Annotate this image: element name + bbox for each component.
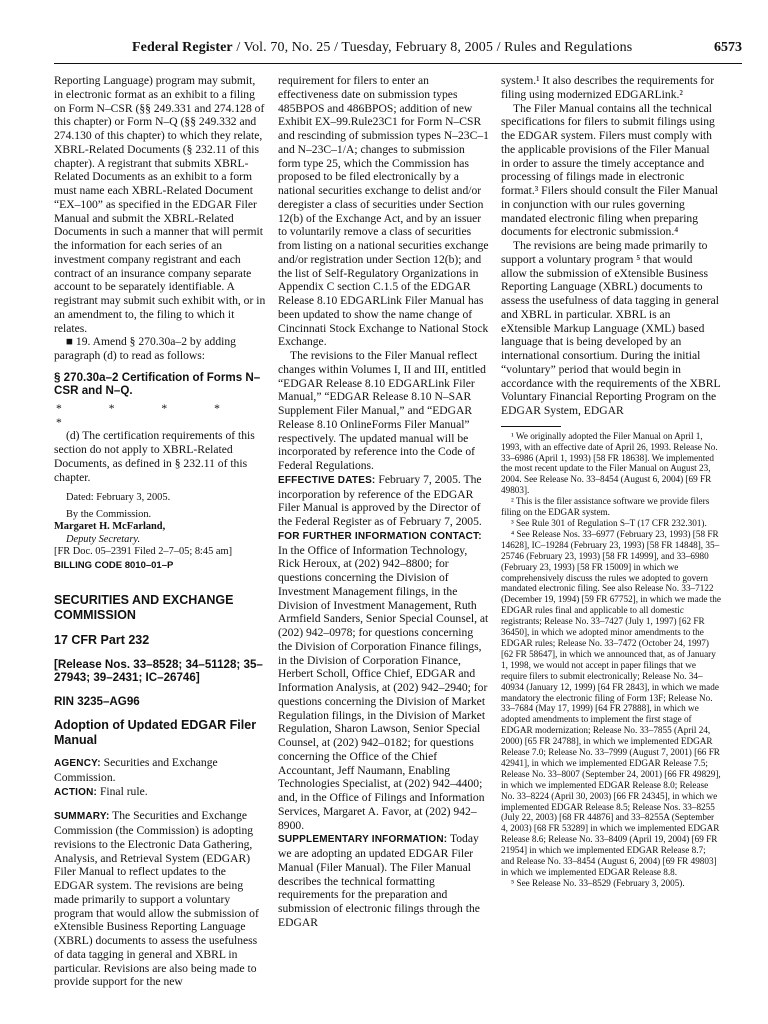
signer-title: Deputy Secretary.: [66, 533, 141, 545]
document-title: Adoption of Updated EDGAR Filer Manual: [54, 718, 257, 747]
agency-label: AGENCY:: [54, 758, 101, 769]
effective-dates-text: February 7, 2005. The incorporation by reference of the EDGAR Filer Manual is approved by the Director of the Federal Register as of February 7, 2005.: [278, 472, 482, 528]
paragraph: requirement for filers to enter an effectiveness date on submission types 485BPOS and 486BPOS; addition of new Exhibit EX–99.Rule23C1 for Form N–CSR and rescinding of submission types N–23C–1 and N–23C–1/A; changes to submission form type 25, which the Commission has proposed to be filed electronically by a national securities exchange to delist and/or deregister a class of securities under Section 12(b) of the Exchange Act, and by an issuer to voluntarily remove a class of securities from listing on a national securities exchange and/or registration under Section 12(b); and the list of Self-Regulatory Organizations in Appendix C section C.1.5 of the EDGAR Release 8.10 EDGARLink Filer Manual has been updated to show the name change of Cincinnati Stock Exchange to National Stock Exchange.: [278, 74, 489, 349]
footnote-5: ⁵ See Release No. 33–8529 (February 3, 2005).: [511, 877, 685, 888]
omission-stars: * * * * *: [56, 401, 242, 429]
supplementary-text: Today we are adopting an updated EDGAR Filer Manual (Filer Manual). The Filer Manual describes the technical formatting requirements for the preparation and submission of electronic filings through the EDGAR: [278, 832, 480, 929]
column-3: [501, 74, 721, 889]
dated-line: Dated: February 3, 2005.: [66, 492, 171, 504]
paragraph: The revisions are being made primarily to support a voluntary program ⁵ that would allow the submission of eXtensible Business Reporting Language (XBRL) documents to assess the usefulness of data tagging in general and XBRL in particular. XBRL is an eXtensible Markup Language (XML) based language that is being developed by an international consortium. During the initial “voluntary” period that would begin in accordance with the requirements of the XBRL Voluntary Financial Reporting Program on the EDGAR System, EDGAR: [501, 239, 721, 417]
amendatory-instruction: ■ 19. Amend § 270.30a–2 by adding paragraph (d) to read as follows:: [54, 335, 236, 362]
cfr-part: 17 CFR Part 232: [54, 632, 150, 647]
contact-label: FOR FURTHER INFORMATION CONTACT:: [278, 530, 482, 542]
summary-label: SUMMARY:: [54, 811, 110, 823]
release-numbers: [Release Nos. 33–8528; 34–51128; 35–27943; 39–2431; IC–26746]: [54, 657, 263, 684]
running-head: [132, 40, 632, 56]
footnote-1: ¹ We originally adopted the Filer Manual on April 1, 1993, with an effective date of April 26, 1993. Release No. 33–6986 (April 1, 1993) [58 FR 18638]. We implemented the most recent update to the Filer Manual on August 23, 2004. See Release No. 33–8454 (August 6, 2004) [69 FR 49803].: [501, 430, 718, 496]
paragraph-d: (d) The certification requirements of this section do not apply to XBRL-Related Documents, as defined in § 232.11 of this chapter.: [54, 429, 255, 484]
fr-doc-line: [FR Doc. 05–2391 Filed 2–7–05; 8:45 am]: [54, 546, 233, 558]
signer-name: Margaret H. McFarland,: [54, 521, 166, 533]
rin-number: RIN 3235–AG96: [54, 694, 140, 708]
paragraph: system.¹ It also describes the requirements for filing using modernized EDGARLink.²: [501, 74, 715, 101]
summary-text: The Securities and Exchange Commission (the Commission) is adopting revisions to the Electronic Data Gathering, Analysis, and Retrieval System (EDGAR) Filer Manual to reflect updates to the EDGAR system. The revisions are being made primarily to support a voluntary program that would allow the submission of eXtensible Business Reporting Language (XBRL) documents to assess the usefulness of data tagging in general and XBRL in particular. Revisions are also being made to provide support for the new: [54, 809, 259, 989]
footnote-rule: [501, 426, 561, 427]
footnote-2: ² This is the filer assistance software we provide filers filing on the EDGAR system.: [501, 496, 710, 518]
header-rule: [54, 63, 742, 64]
action-label: ACTION:: [54, 786, 98, 798]
paragraph: Reporting Language) program may submit, in electronic format as an exhibit to a filing on Form N–CSR (§§ 249.331 and 274.128 of this chapter) or Form N–Q (§§ 249.332 and 274.130 of this chapter) to which they relate, XBRL-Related Documents (§ 232.11 of this chapter). A registrant that submits XBRL-Related Documents as an exhibit to a form must name each XBRL-Related Document “EX–100” as specified in the EDGAR Filer Manual and submit the XBRL-Related Documents in such a manner that will permit the information for each series of an investment company registrant and each contract of an insurance company separate account to be separately identifiable. A registrant may submit such exhibit with, or in an amendment to, the filing to which it relates.: [54, 74, 266, 335]
agency-text: Securities and Exchange Commission.: [54, 756, 218, 784]
column-1: [54, 74, 266, 989]
agency-heading: SECURITIES AND EXCHANGE COMMISSION: [54, 592, 234, 622]
effective-dates-label: EFFECTIVE DATES:: [278, 474, 376, 486]
contact-text: In the Office of Information Technology, Rick Heroux, at (202) 942–8800; for questions concerning the Division of Investment Management filings, in the Division of Investment Management, Ruth Armfield Sanders, Senior Special Counsel, at (202) 942–0978; for questions concerning the Division of Corporation Finance filings, in the Division of Corporation Finance, Herbert Scholl, Office Chief, EDGAR and Information Analysis, at (202) 942–2940; for questions concerning the Division of Market Regulation filings, in the Division of Market Regulation, Sharon Lawson, Senior Special Counsel, at (202) 942–0182; for questions concerning the Office of the Chief Accountant, Jeff Naumann, Enabling Technologies Specialist, at (202) 942–4400; and, in the Office of Filings and Information Services, Margaret A. Favor, at (202) 942–8900.: [278, 543, 489, 832]
billing-code: BILLING CODE 8010–01–P: [54, 559, 174, 571]
column-2: [278, 74, 490, 930]
journal-name: Federal Register: [132, 40, 233, 55]
supplementary-label: SUPPLEMENTARY INFORMATION:: [278, 834, 448, 846]
page-number: 6573: [714, 40, 742, 55]
page-header: [54, 40, 742, 60]
issue-info: / Vol. 70, No. 25 / Tuesday, February 8, 2005 / Rules and Regulations: [232, 40, 633, 55]
action-text: Final rule.: [97, 784, 148, 798]
section-heading: § 270.30a–2 Certification of Forms N–CSR and N–Q.: [54, 370, 261, 398]
footnote-3: ³ See Rule 301 of Regulation S–T (17 CFR 232.301).: [511, 518, 707, 528]
footnote-4: ⁴ See Release Nos. 33–6977 (February 23, 1993) [58 FR 14628], IC–19284 (February 23, 1993) [58 FR 14848], 35–25746 (February 23, 1993) [58 FR 14999], and 33–6980 (February 23, 1993) [58 FR 15009] in which we comprehensively discuss the rules we adopted to govern mandated electronic filing. See also Release No. 33–7122 (December 19, 1994) [59 FR 67752], in which we made the EDGAR rules final and applicable to all domestic registrants; Release No. 33–7427 (July 1, 1997) [62 FR 36450], in which we adopted minor amendments to the EDGAR rules; Release No. 33–7472 (October 24, 1997) [62 FR 58647], in which we announced that, as of January 1, 1998, we would not accept in paper filings that we require filers to submit electronically; Release No. 34–40934 (January 12, 1999) [64 FR 2843], in which we made mandatory the electronic filing of Form 13F; Release No. 33–7684 (May 17, 1999) [64 FR 27888], in which we adopted amendments to implement the first stage of EDGAR modernization; Release No. 33–7855 (April 24, 2000) [65 FR 24788], in which we implemented EDGAR Release 7.0; Release No. 33–7999 (August 7, 2001) [66 FR 42941], in which we implemented EDGAR Release 7.5; Release No. 33–8007 (September 24, 2001) [66 FR 49829], in which we implemented EDGAR Release 8.0; Release No. 33–8224 (April 30, 2003) [66 FR 24345], in which we implemented EDGAR Release 8.5; Release Nos. 33–8255 (July 22, 2003) [68 FR 44876] and 33–8255A (September 4, 2003) [68 FR 53289] in which we implemented EDGAR Release 8.6; Release No. 33–8409 (April 19, 2004) [69 FR 21954] in which we implemented EDGAR Release 8.7; and Release No. 33–8454 (August 6, 2004) [69 FR 49803] in which we implemented EDGAR Release 8.8.: [501, 528, 721, 877]
by-commission-line: By the Commission.: [66, 508, 152, 520]
footnotes: [501, 431, 721, 889]
paragraph: The Filer Manual contains all the technical specifications for filers to submit filings using the EDGAR system. Filers must comply with the applicable provisions of the Filer Manual in order to assure the timely acceptance and processing of filings made in electronic format.³ Filers should consult the Filer Manual in conjunction with our rules governing mandated electronic filing when preparing documents for electronic submission.⁴: [501, 101, 718, 239]
paragraph: The revisions to the Filer Manual reflect changes within Volumes I, II and III, entitled “EDGAR Release 8.10 EDGARLink Filer Manual,” “EDGAR Release 8.10 N–SAR Supplement Filer Manual,” and “EDGAR Release 8.10 OnlineForms Filer Manual” respectively. The updated manual will be incorporated by reference into the Code of Federal Regulations.: [278, 349, 486, 472]
